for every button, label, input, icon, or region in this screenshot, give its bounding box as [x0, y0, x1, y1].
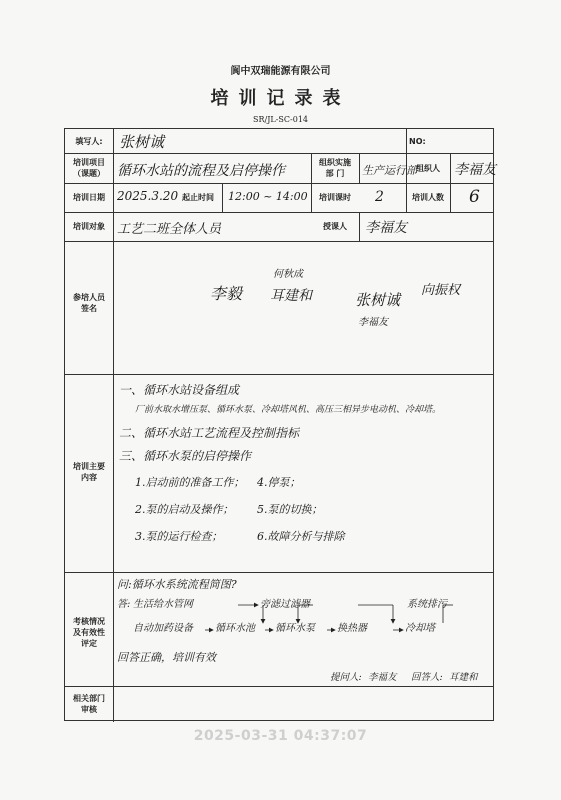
hours-label: 培训课时 [319, 193, 351, 202]
date-label: 培训日期 [73, 193, 105, 202]
content-item-5: 5.泵的切换； [257, 503, 323, 516]
company-name: 阆中双瑞能源有限公司 [230, 66, 331, 77]
signature-5: 向振权 [421, 283, 461, 298]
flow-step-5: 冷却塔 [405, 623, 435, 634]
flow-top-mid: 旁滤过滤器 [260, 599, 310, 610]
filler-value: 张树诚 [119, 133, 165, 151]
signature-1: 李毅 [210, 284, 243, 303]
examiner-value: 李福友 [368, 672, 397, 683]
time-label: 起止时间 [182, 193, 214, 202]
content-label: 培训主要 内容 [73, 462, 105, 482]
no-label: NO: [409, 137, 426, 146]
target-label: 培训对象 [73, 222, 105, 231]
content-item-6: 6.故障分析与排除 [257, 530, 345, 543]
flow-step-4: 换热器 [337, 623, 367, 634]
org-value: 生产运行部 [362, 164, 417, 177]
form-code: SR/JL-SC-014 [253, 115, 308, 124]
signature-6: 李福友 [358, 317, 388, 328]
assessment-label: 考核情况 及有效性 评定 [73, 617, 105, 648]
assessment-question: 问:循环水系统流程简图? [117, 578, 237, 591]
review-label: 相关部门 审核 [73, 694, 105, 714]
flow-top-left: 生活给水管网 [133, 599, 193, 610]
content-item-1: 1.启动前的准备工作； [135, 476, 245, 489]
signature-3: 耳建和 [270, 288, 312, 304]
content-item-3: 3.泵的运行检查； [135, 530, 223, 543]
time-value: 12:00 ~ 14:00 [228, 190, 308, 203]
flow-top-right: 系统排污 [407, 599, 447, 610]
count-label: 培训人数 [412, 193, 444, 202]
teacher-label: 授课人 [323, 222, 347, 231]
count-value: 6 [469, 187, 480, 207]
examiner-label: 提问人: [330, 672, 362, 683]
target-value: 工艺二班全体人员 [117, 222, 222, 237]
timestamp-watermark: 2025-03-31 04:37:07 [193, 728, 368, 744]
form-title: 培训记录表 [210, 88, 351, 109]
signature-4: 张树诚 [355, 291, 401, 309]
project-value: 循环水站的流程及启停操作 [117, 163, 285, 179]
assessment-answer-prefix: 答: [117, 599, 131, 610]
content-line-1: 厂前水取水增压泵、循环水泵、冷却塔风机、高压三相异步电动机、冷却塔。 [135, 405, 442, 415]
answerer-label: 回答人: [411, 672, 443, 683]
content-heading-3: 三、循环水泵的启停操作 [119, 449, 252, 463]
flow-main-arrows [113, 623, 493, 637]
organizer-value: 李福友 [454, 162, 496, 178]
flow-step-3: 循环水泵 [275, 623, 315, 634]
hours-value: 2 [375, 189, 384, 205]
flow-step-2: 循环水池 [215, 623, 255, 634]
content-item-4: 4.停泵； [257, 476, 301, 489]
project-label: 培训项目 （课题） [73, 158, 105, 178]
content-item-2: 2.泵的启动及操作； [135, 503, 234, 516]
date-value: 2025.3.20 [117, 189, 179, 203]
teacher-value: 李福友 [365, 220, 407, 236]
content-heading-1: 一、循环水站设备组成 [119, 383, 240, 397]
participants-label: 参培人员 签名 [73, 293, 105, 313]
answerer-value: 耳建和 [449, 672, 478, 683]
flow-step-1: 自动加药设备 [133, 623, 193, 634]
organizer-label: 组织人 [416, 164, 440, 173]
filler-label: 填写人: [75, 137, 103, 146]
training-record-table [64, 128, 494, 721]
signature-2: 何秋成 [273, 269, 303, 280]
content-heading-2: 二、循环水站工艺流程及控制指标 [119, 426, 300, 440]
org-label: 组织实施 部 门 [319, 158, 351, 178]
assessment-result: 回答正确，培训有效 [117, 651, 216, 664]
